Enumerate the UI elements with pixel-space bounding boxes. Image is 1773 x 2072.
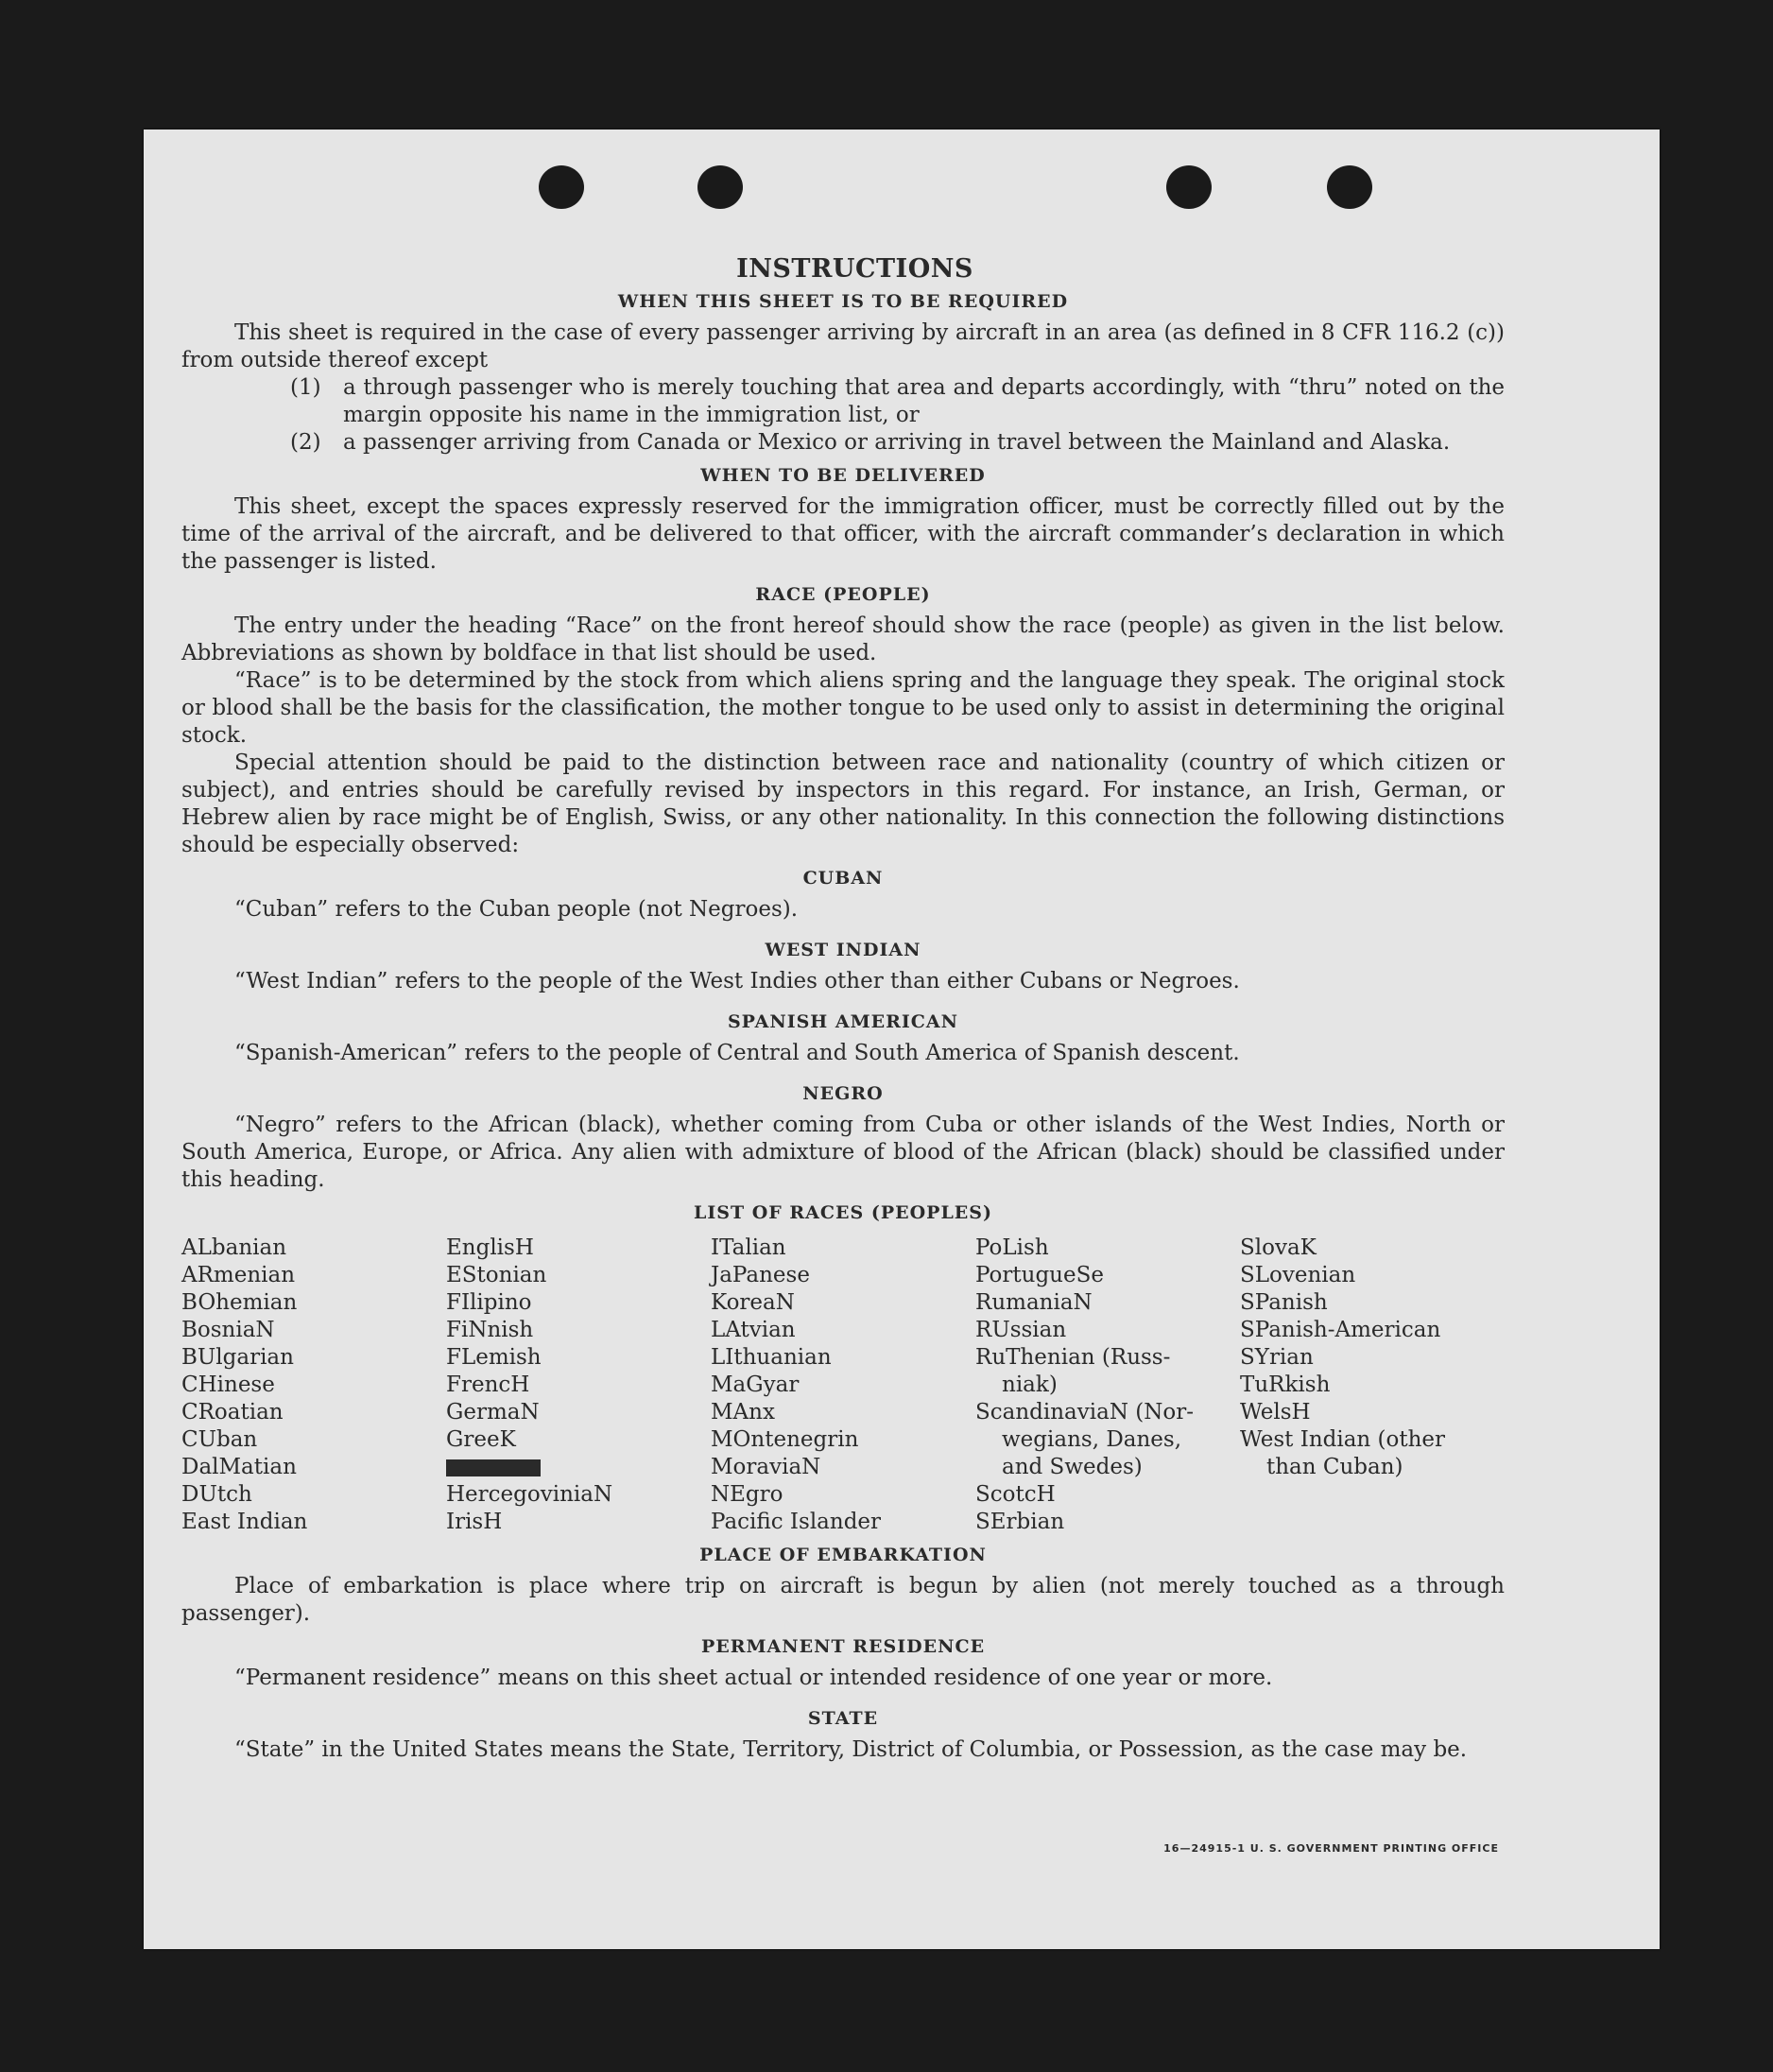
race-item: RuThenian (Russ- — [975, 1345, 1171, 1370]
race-item: East Indian — [181, 1510, 308, 1534]
race-item: ARmenian — [181, 1263, 296, 1287]
race-item: FLemish — [446, 1345, 542, 1370]
document-page — [144, 130, 1660, 1949]
race-item: TuRkish — [1240, 1373, 1331, 1397]
paragraph: “Negro” refers to the African (black), whether coming from Cuba or other islands of the West Indies, North or South America, Europe, or Africa. Any alien with admixture of blood of the African (black) should be classified under this heading. — [181, 1113, 1505, 1192]
section-heading: STATE — [807, 1708, 879, 1729]
race-item: PoLish — [975, 1235, 1049, 1260]
paragraph: This sheet is required in the case of every passenger arriving by aircraft in an area (as defined in 8 CFR 116.2 (c)) from outside thereof except — [181, 320, 1505, 372]
race-item: BosniaN — [181, 1318, 275, 1342]
race-item: FIlipino — [446, 1290, 532, 1315]
race-item: niak) — [1002, 1373, 1058, 1397]
paragraph: Special attention should be paid to the distinction between race and nationality (country of which citizen or subject), and entries should be carefully revised by inspectors in this regard. For instance, an Irish, German, or Hebrew alien by race might be of English, Swiss, or any other nationality. In this connection the following distinctions should be especially observed: — [181, 751, 1505, 857]
ink-smudge — [446, 1459, 541, 1476]
list-item — [181, 374, 1505, 429]
section-heading: PERMANENT RESIDENCE — [700, 1636, 986, 1657]
race-item: SYrian — [1240, 1345, 1314, 1370]
race-item: RumaniaN — [975, 1290, 1093, 1315]
item-number: (2) — [290, 430, 321, 455]
race-item: DalMatian — [181, 1455, 297, 1479]
printer-code: 16—24915-1 U. S. GOVERNMENT PRINTING OFFICE — [1163, 1842, 1499, 1855]
race-item: ScandinaviaN (Nor- — [975, 1400, 1194, 1424]
race-item: GreeK — [446, 1427, 516, 1452]
race-item: MAnx — [711, 1400, 775, 1424]
section-heading: RACE (PEOPLE) — [755, 584, 931, 605]
item-number: (1) — [290, 375, 321, 400]
race-item: BOhemian — [181, 1290, 298, 1315]
item-text: a through passenger who is merely touching that area and departs accordingly, with “thru” noted on the margin opposite his name in the immigration list, or — [343, 375, 1505, 427]
section-heading: PLACE OF EMBARKATION — [699, 1545, 987, 1565]
race-item: HercegoviniaN — [446, 1482, 613, 1507]
race-item: NEgro — [711, 1482, 783, 1507]
race-item: ALbanian — [181, 1235, 287, 1260]
paragraph: “Race” is to be determined by the stock from which aliens spring and the language they speak. The original stock or blood shall be the basis for the classification, the mother tongue to be used only to assist in determining the original stock. — [181, 668, 1505, 748]
race-item: MOntenegrin — [711, 1427, 859, 1452]
race-item: SPanish — [1240, 1290, 1328, 1315]
race-item: CUban — [181, 1427, 258, 1452]
race-item: SErbian — [975, 1510, 1065, 1534]
race-item: LAtvian — [711, 1318, 796, 1342]
race-item: IrisH — [446, 1510, 503, 1534]
race-item: FiNnish — [446, 1318, 534, 1342]
race-column — [975, 1235, 1240, 1536]
race-item: LIthuanian — [711, 1345, 832, 1370]
race-item: JaPanese — [711, 1263, 810, 1287]
race-item: RUssian — [975, 1318, 1067, 1342]
race-column — [1240, 1235, 1505, 1536]
section-heading: SPANISH AMERICAN — [727, 1011, 959, 1032]
paragraph: The entry under the heading “Race” on the front hereof should show the race (people) as given in the list below. Abbreviations as shown by boldface in that list should be used. — [181, 613, 1505, 665]
section-heading: WHEN TO BE DELIVERED — [700, 465, 986, 486]
race-item: KoreaN — [711, 1290, 795, 1315]
race-item: EStonian — [446, 1263, 547, 1287]
redacted-entry — [446, 1454, 711, 1481]
instructions-content — [181, 255, 1505, 1764]
section-heading: WEST INDIAN — [765, 940, 921, 960]
race-item: West Indian (other — [1240, 1427, 1446, 1452]
item-text: a passenger arriving from Canada or Mexico or arriving in travel between the Mainland and Alaska. — [343, 430, 1451, 455]
race-item: CHinese — [181, 1373, 275, 1397]
punch-hole — [1166, 165, 1212, 209]
punch-hole — [697, 165, 743, 209]
race-column — [446, 1235, 711, 1536]
paragraph: This sheet, except the spaces expressly reserved for the immigration officer, must be correctly filled out by the time of the arrival of the aircraft, and be delivered to that officer, with the aircraft commander’s declaration in which the passenger is listed. — [181, 494, 1505, 574]
paragraph: “Cuban” refers to the Cuban people (not Negroes). — [234, 897, 799, 922]
section-heading: WHEN THIS SHEET IS TO BE REQUIRED — [617, 291, 1069, 312]
race-item: ScotcH — [975, 1482, 1056, 1507]
race-item: SLovenian — [1240, 1263, 1356, 1287]
race-item: DUtch — [181, 1482, 252, 1507]
race-column — [181, 1235, 446, 1536]
list-item — [181, 429, 1505, 457]
paragraph: “West Indian” refers to the people of the West Indies other than either Cubans or Negroes. — [234, 969, 1240, 993]
race-item: wegians, Danes, — [1002, 1427, 1182, 1452]
race-item: PortugueSe — [975, 1263, 1104, 1287]
race-item: BUlgarian — [181, 1345, 294, 1370]
race-item: SPanish-American — [1240, 1318, 1441, 1342]
race-item: than Cuban) — [1266, 1455, 1403, 1479]
race-column — [711, 1235, 975, 1536]
punch-hole — [539, 165, 584, 209]
race-item: EnglisH — [446, 1235, 534, 1260]
race-item: and Swedes) — [1002, 1455, 1143, 1479]
paragraph: “State” in the United States means the State, Territory, District of Columbia, or Possession, as the case may be. — [234, 1737, 1468, 1762]
race-item: CRoatian — [181, 1400, 284, 1424]
race-list — [181, 1235, 1505, 1536]
paragraph: “Permanent residence” means on this sheet actual or intended residence of one year or more. — [234, 1666, 1273, 1690]
punch-hole — [1327, 165, 1372, 209]
paragraph: Place of embarkation is place where trip on aircraft is begun by alien (not merely touched as a through passenger). — [181, 1574, 1505, 1626]
race-item: FrencH — [446, 1373, 530, 1397]
section-heading: CUBAN — [802, 868, 884, 889]
section-heading: NEGRO — [802, 1083, 884, 1104]
race-item: Pacific Islander — [711, 1510, 882, 1534]
race-item: MaGyar — [711, 1373, 800, 1397]
race-item: GermaN — [446, 1400, 540, 1424]
page-title: INSTRUCTIONS — [736, 254, 973, 284]
race-item: MoraviaN — [711, 1455, 821, 1479]
race-item: SlovaK — [1240, 1235, 1317, 1260]
paragraph: “Spanish-American” refers to the people of Central and South America of Spanish descent. — [234, 1041, 1240, 1065]
race-item: WelsH — [1240, 1400, 1311, 1424]
race-item: ITalian — [711, 1235, 786, 1260]
section-heading: LIST OF RACES (PEOPLES) — [694, 1202, 992, 1223]
